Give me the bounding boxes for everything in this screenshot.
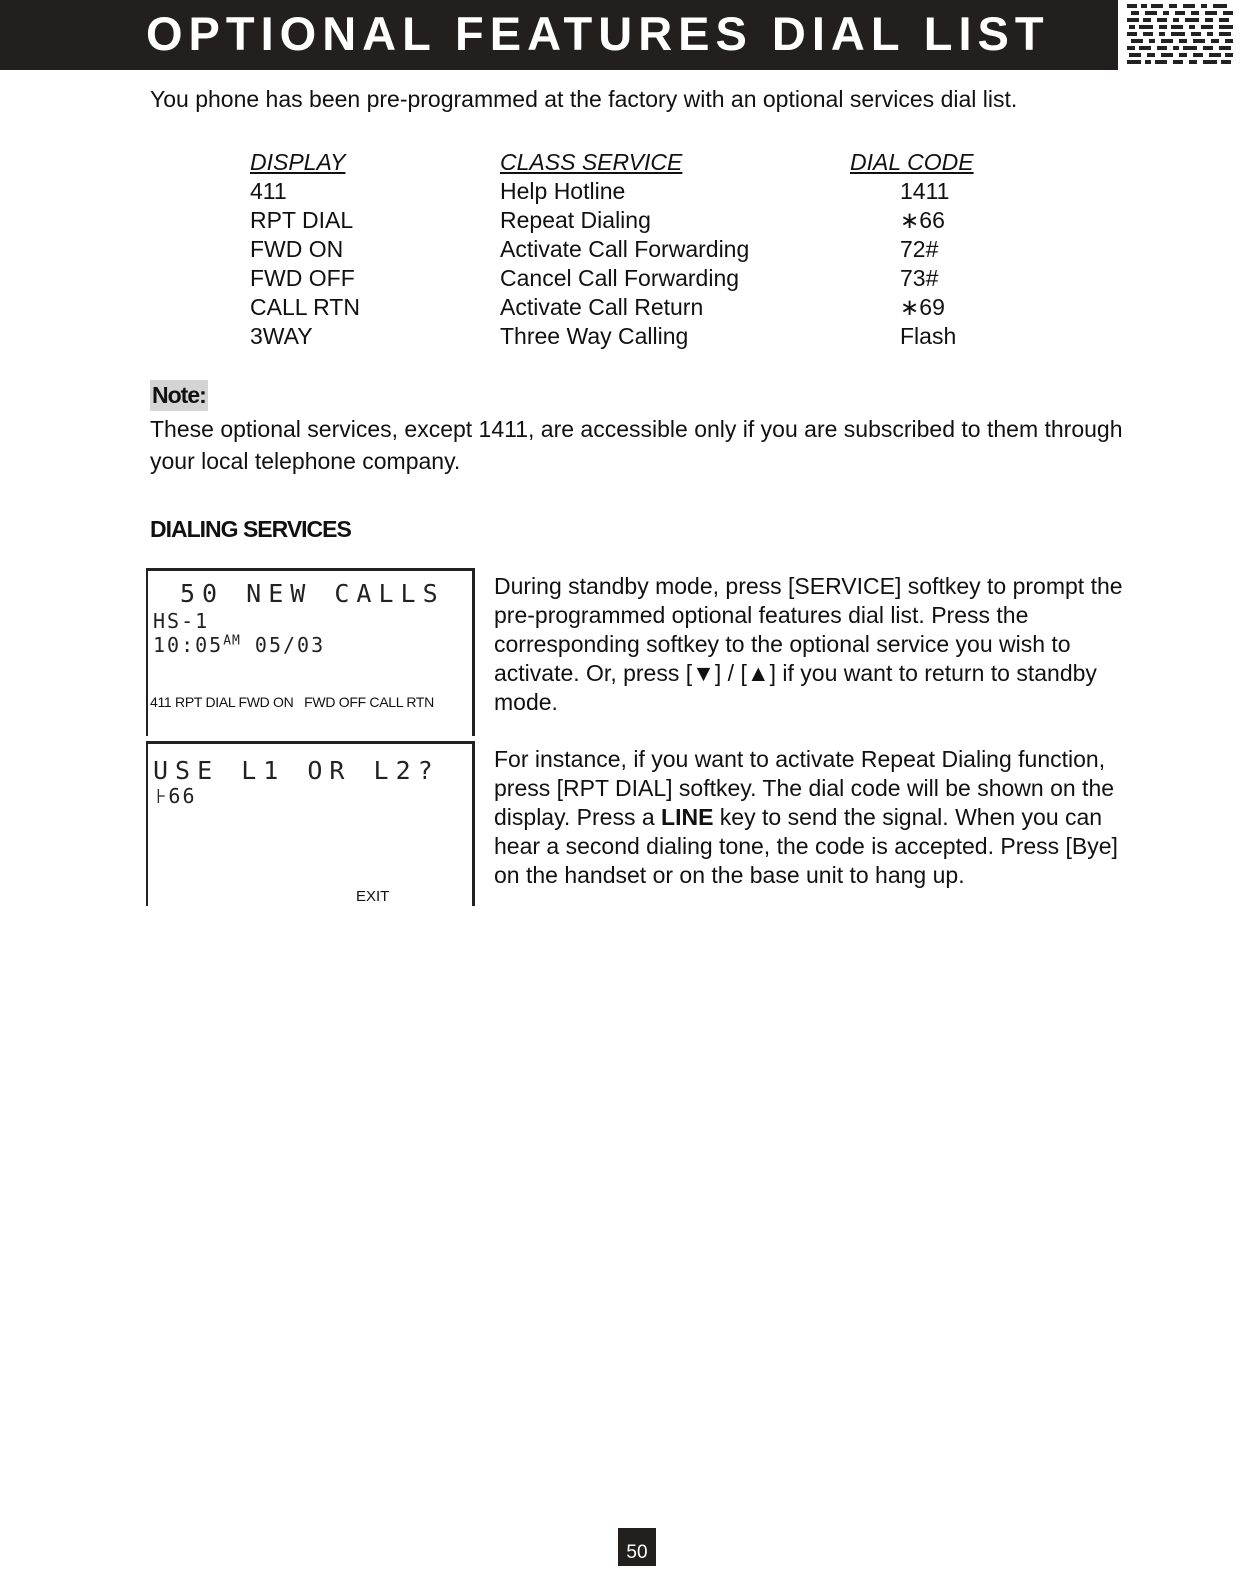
table-cell: 1411 — [900, 178, 950, 204]
table-cell: 72# — [900, 236, 939, 262]
table-cell: 73# — [900, 265, 939, 291]
star-icon: ⊦ — [156, 784, 169, 808]
lcd-dial-code — [156, 784, 197, 808]
table-cell: Help Hotline — [500, 178, 626, 204]
note-text: These optional services, except 1411, are accessible only if you are subscribed to them through your local telephone company. — [150, 416, 1123, 474]
lcd-dial-code-digits: 66 — [168, 784, 197, 808]
lcd-softkey-row: 411 RPT DIAL FWD ON FWD OFF CALL RTN — [150, 694, 434, 710]
repeat-dial-instructions — [494, 745, 1134, 890]
table-cell: CALL RTN — [250, 294, 360, 320]
table-cell: 411 — [250, 178, 287, 204]
corner-pattern-icon — [1125, 2, 1237, 70]
para2-end: key to send the signal. When you can hear a second dialing tone, the code is accepted. Press [Bye] on the handset or on the base unit to hang up. — [494, 804, 1118, 888]
lcd-time: 10:05 — [153, 633, 224, 657]
lcd-new-calls: 50 NEW CALLS — [180, 579, 445, 608]
lcd-clock — [153, 633, 325, 657]
table-cell: Repeat Dialing — [500, 207, 651, 233]
intro-text: You phone has been pre-programmed at the factory with an optional services dial list. — [150, 86, 1018, 112]
table-cell: Cancel Call Forwarding — [500, 265, 740, 291]
table-cell: Flash — [900, 323, 957, 349]
standby-instructions: During standby mode, press [SERVICE] softkey to prompt the pre-programmed optional features dial list. Press the corresponding softkey to the optional service you wish to activate. Or, press [▼] / [▲] if you want to return to standby mode. — [494, 573, 1123, 715]
table-cell: Activate Call Forwarding — [500, 236, 750, 262]
table-cell: ∗66 — [900, 207, 945, 233]
lcd-screen-line-select — [146, 741, 475, 906]
line-key-label: LINE — [661, 804, 714, 830]
page-number: 50 — [618, 1528, 656, 1566]
table-cell: FWD OFF — [250, 265, 355, 291]
para2-start: For instance, if you want to activate Repeat Dialing function, press [RPT DIAL] softkey. The dial code will be shown on the display. Press a — [494, 746, 1115, 830]
table-cell: RPT DIAL — [250, 207, 354, 233]
table-cell: Three Way Calling — [500, 323, 689, 349]
lcd-exit-softkey: EXIT — [356, 888, 390, 905]
lcd-screen-standby — [146, 568, 475, 736]
lcd-handset-id: HS-1 — [153, 609, 210, 633]
note-label: Note: — [150, 380, 208, 411]
display-header: DISPLAY — [250, 149, 346, 175]
page-title: OPTIONAL FEATURES DIAL LIST — [146, 7, 1050, 60]
table-cell: Activate Call Return — [500, 294, 704, 320]
section-heading: DIALING SERVICES — [150, 516, 351, 542]
code-header: DIAL CODE — [850, 149, 974, 175]
table-cell: ∗69 — [900, 294, 945, 320]
service-column — [500, 148, 749, 351]
table-cell: 3WAY — [250, 323, 313, 349]
table-cell: FWD ON — [250, 236, 344, 262]
service-header: CLASS SERVICE — [500, 149, 683, 175]
display-column — [250, 148, 360, 351]
lcd-ampm: AM — [223, 633, 241, 649]
title-bar — [0, 0, 1118, 70]
code-column — [850, 148, 974, 351]
lcd-line-prompt: USE L1 OR L2? — [153, 756, 440, 785]
lcd-date: 05/03 — [254, 633, 326, 657]
